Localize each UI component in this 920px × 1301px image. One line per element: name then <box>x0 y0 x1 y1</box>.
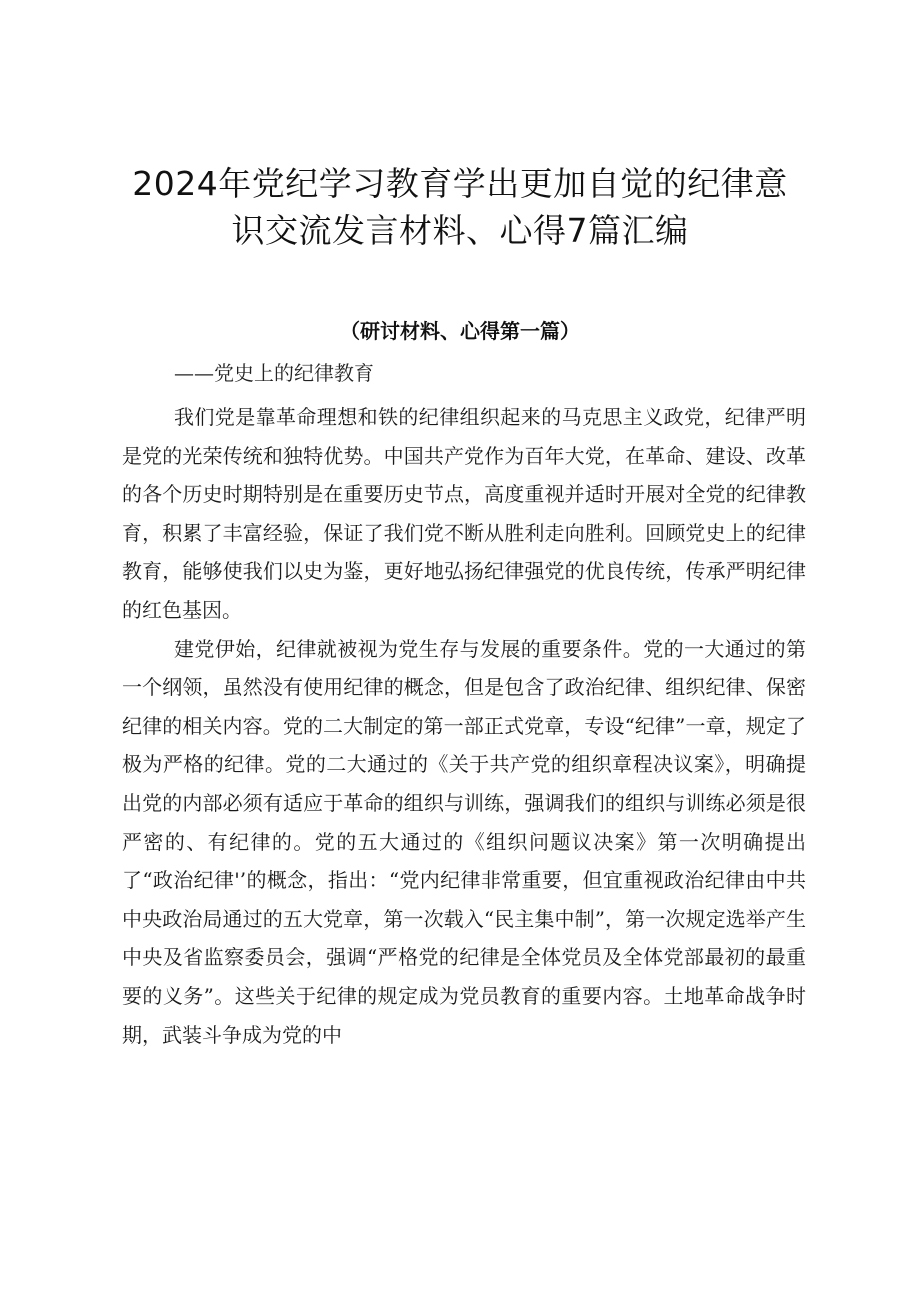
body-paragraph-2: 建党伊始，纪律就被视为党生存与发展的重要条件。党的一大通过的第一个纲领，虽然没有使用纪律的概念，但是包含了政治纪律、组织纪律、保密纪律的相关内容。党的二大制定的第一部正式党章，专设“纪律”一章，规定了极为严格的纪律。党的二大通过的《关于共产党的组织章程决议案》，明确提出党的内部必须有适应于革命的组织与训练，强调我们的组织与训练必须是很严密的、有纪律的。党的五大通过的《组织问题议决案》第一次明确提出了“政治纪律'’的概念，指出：“党内纪律非常重要，但宜重视政治纪律由中共中央政治局通过的五大党章，第一次载入“民主集中制”，第一次规定选举产生中央及省监察委员会，强调“严格党的纪律是全体党员及全体党部最初的最重要的义务”。这些关于纪律的规定成为党员教育的重要内容。土地革命战争时期，武装斗争成为党的中 <box>122 636 806 1047</box>
document-title-line-1: 2024年党纪学习教育学出更加自觉的纪律意 <box>132 164 788 203</box>
body-paragraph-1: 我们党是靠革命理想和铁的纪律组织起来的马克思主义政党，纪律严明是党的光荣传统和独特优势。中国共产党作为百年大党，在革命、建设、改革的各个历史时期特别是在重要历史节点，高度重视并适时开展对全党的纪律教育，积累了丰富经验，保证了我们党不断从胜利走向胜利。回顾党史上的纪律教育，能够使我们以史为鉴，更好地弘扬纪律强党的优良传统，传承严明纪律的红色基因。 <box>122 405 806 622</box>
section-heading: （研讨材料、心得第一篇） <box>340 319 580 343</box>
section-subtitle: ——党史上的纪律教育 <box>174 361 374 385</box>
document-title-line-2: 识交流发言材料、心得7篇汇编 <box>231 211 689 250</box>
document-body <box>122 398 806 1054</box>
document-title <box>100 160 820 254</box>
